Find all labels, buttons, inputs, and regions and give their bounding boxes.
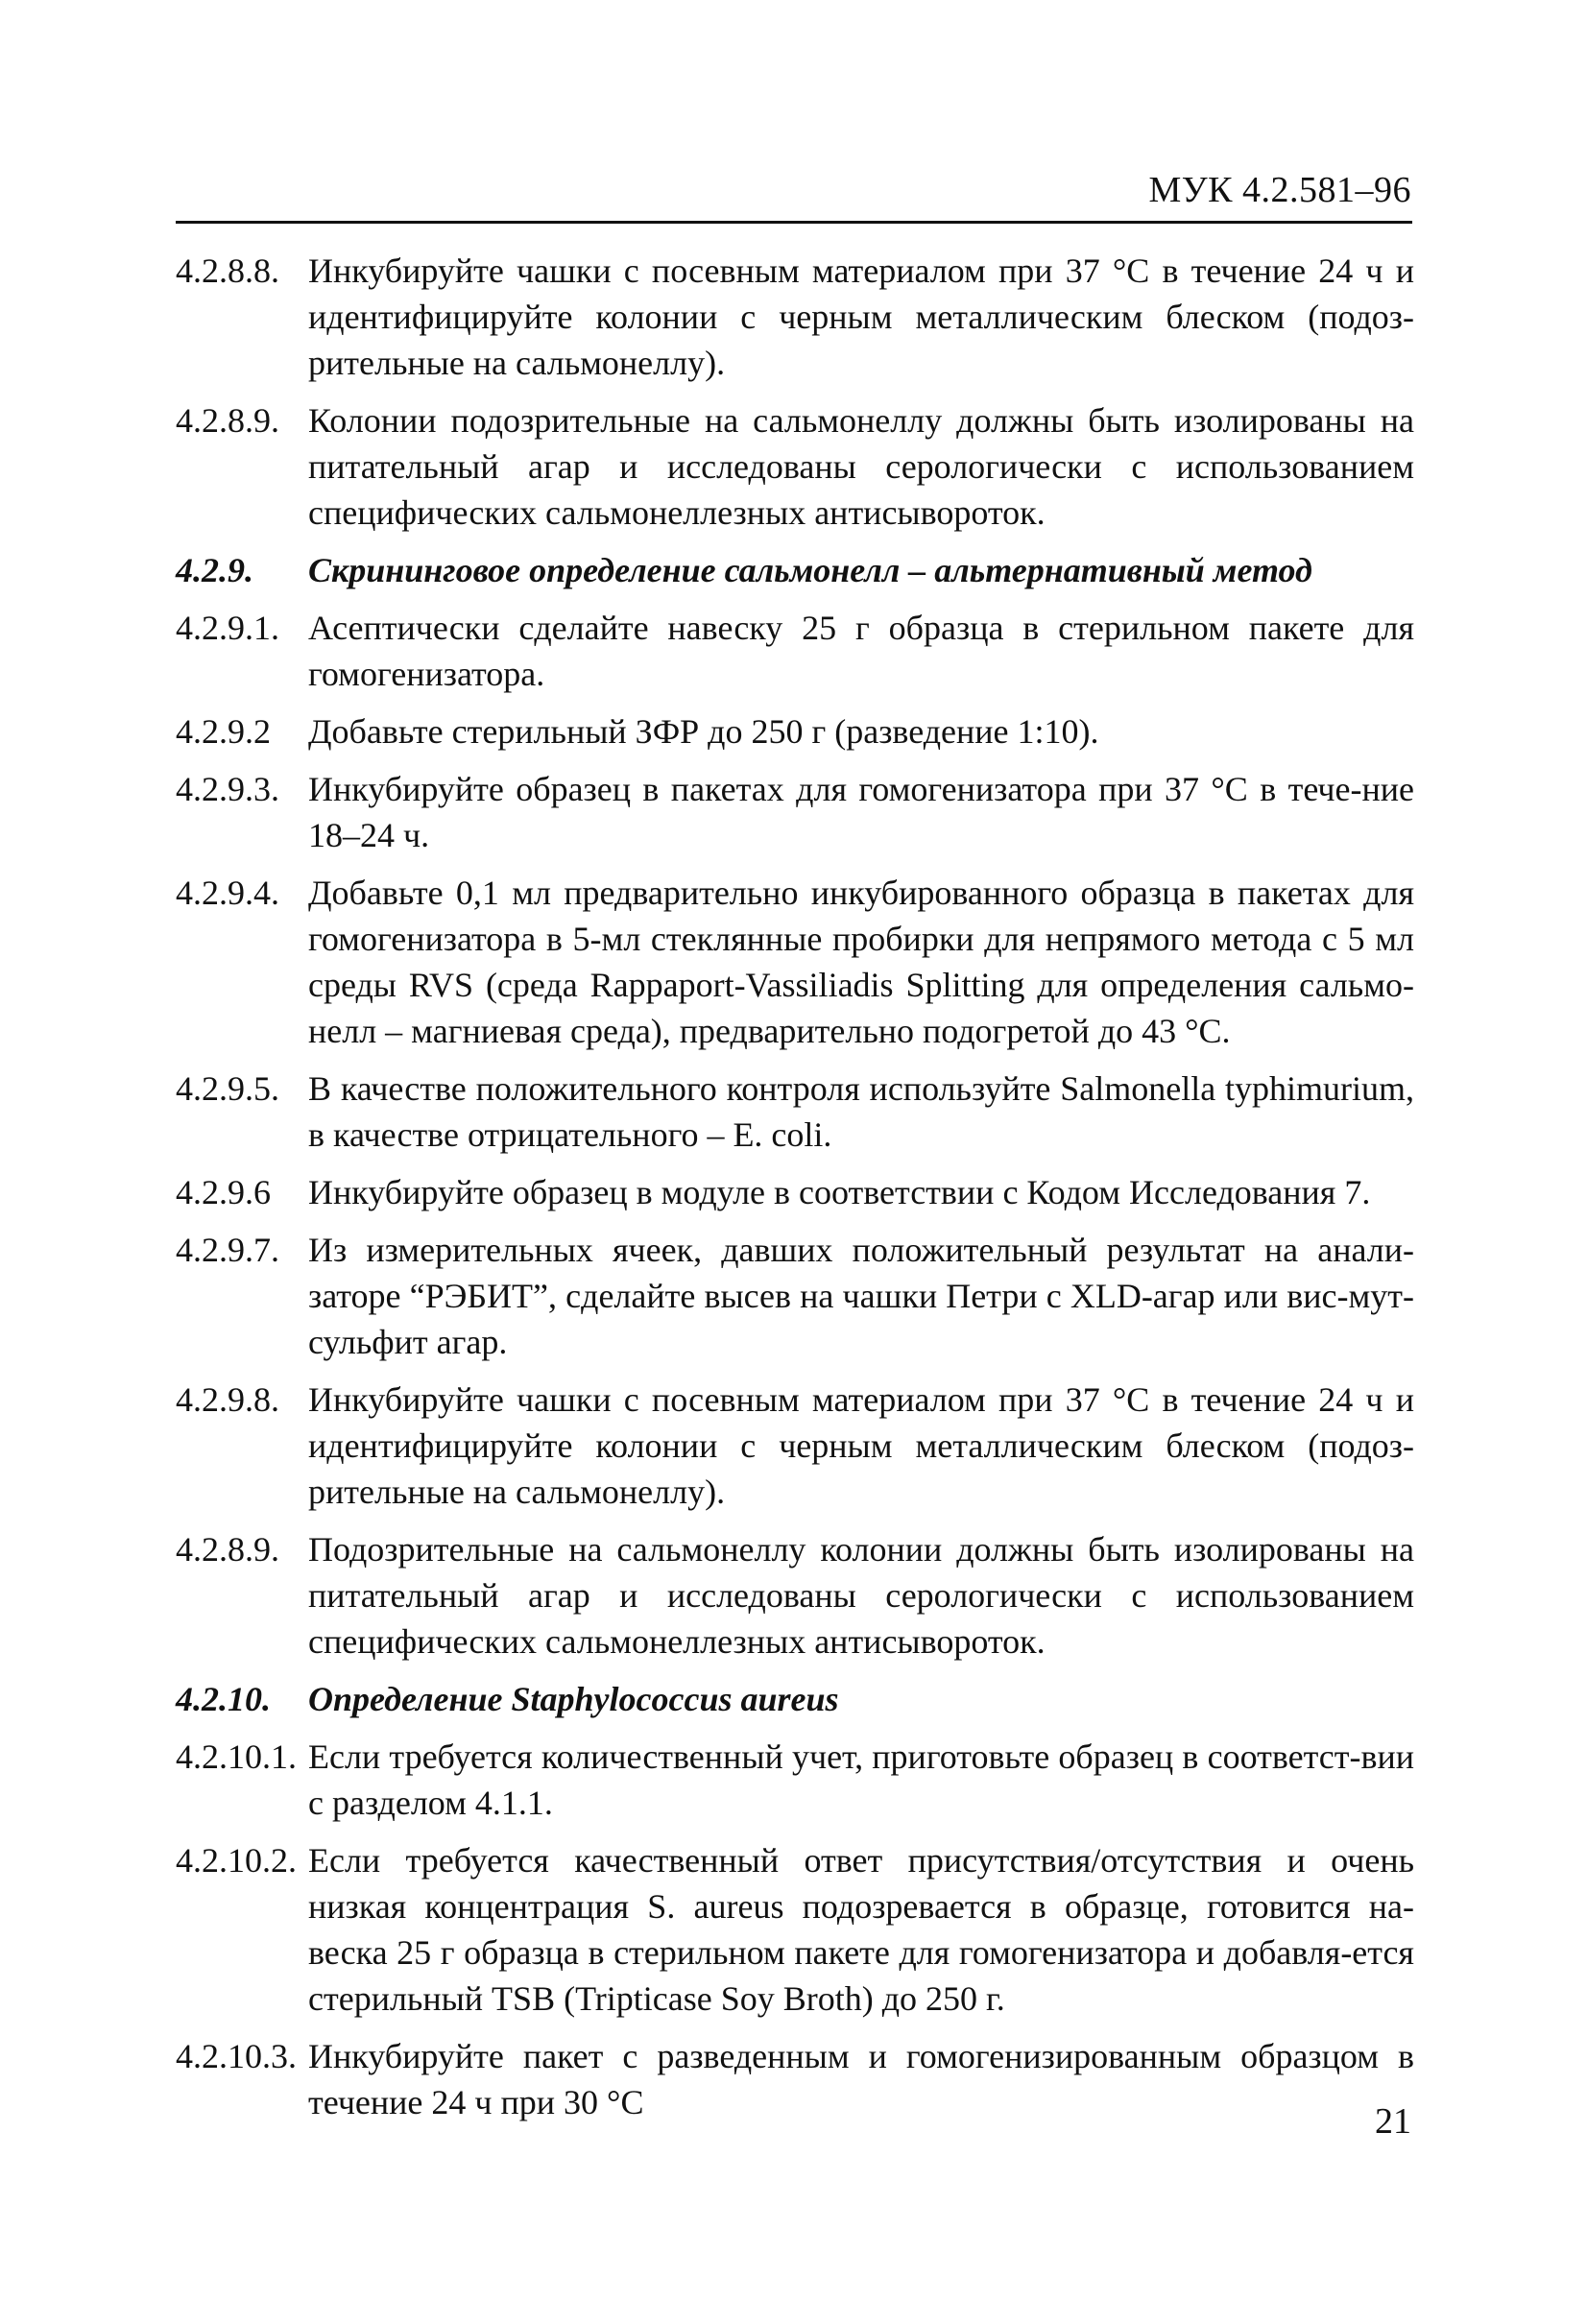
paragraph-4-2-10-2 (176, 1837, 1414, 2022)
paragraph-4-2-10-3 (176, 2033, 1414, 2125)
paragraph-text: Инкубируйте чашки с посевным материалом при 37 °С в течение 24 ч и идентифицируйте колонии с черным металлическим блеском (подоз-рительные на сальмонеллу). (308, 1380, 1414, 1511)
paragraph-4-2-9-3 (176, 766, 1414, 858)
paragraph-number: 4.2.8.8. (176, 252, 279, 290)
paragraph-text: Если требуется количественный учет, приготовьте образец в соответст-вии с разделом 4.1.1. (308, 1737, 1414, 1822)
paragraph-number: 4.2.9.6 (176, 1173, 271, 1211)
paragraph-number: 4.2.9.3. (176, 770, 279, 808)
section-heading-4-2-9 (176, 547, 1414, 593)
paragraph-number: 4.2.9.5. (176, 1069, 279, 1108)
paragraph-number: 4.2.10.3. (176, 2037, 297, 2075)
paragraph-text: Инкубируйте образец в пакетах для гомогенизатора при 37 °С в тече-ние 18–24 ч. (308, 770, 1414, 854)
paragraph-number: 4.2.9.1. (176, 609, 279, 647)
header-divider (176, 221, 1412, 224)
paragraph-4-2-10-1 (176, 1734, 1414, 1826)
paragraph-number: 4.2.9.4. (176, 874, 279, 912)
paragraph-4-2-9-1 (176, 605, 1414, 697)
paragraph-4-2-9-6 (176, 1169, 1414, 1215)
paragraph-4-2-8-9-repeat (176, 1526, 1414, 1665)
paragraph-text: Инкубируйте чашки с посевным материалом при 37 °С в течение 24 ч и идентифицируйте колонии с черным металлическим блеском (подоз-рительные на сальмонеллу). (308, 252, 1414, 382)
document-body (176, 248, 1414, 2137)
paragraph-4-2-9-5 (176, 1066, 1414, 1158)
page-number: 21 (1375, 2101, 1411, 2142)
paragraph-text: Добавьте 0,1 мл предварительно инкубированного образца в пакетах для гомогенизатора в 5-мл стеклянные пробирки для непрямого метода с 5 мл среды RVS (среда Rappaport-Vassiliadis Splitting для определения сальмо-нелл – магниевая среда), предварительно подогретой до 43 °С. (308, 874, 1414, 1050)
paragraph-4-2-9-8 (176, 1377, 1414, 1515)
section-number: 4.2.10. (176, 1680, 271, 1718)
paragraph-number: 4.2.9.7. (176, 1231, 279, 1269)
section-title: Определение Staphylococcus aureus (308, 1680, 839, 1718)
paragraph-number: 4.2.8.9. (176, 1530, 279, 1569)
paragraph-4-2-9-4 (176, 870, 1414, 1054)
paragraph-text: Асептически сделайте навеску 25 г образца в стерильном пакете для гомогенизатора. (308, 609, 1414, 693)
paragraph-text: Если требуется качественный ответ присутствия/отсутствия и очень низкая концентрация S. aureus подозревается в образце, готовится на-веска 25 г образца в стерильном пакете для гомогенизатора и добавля-ется стерильный TSB (Tripticase Soy Broth) до 250 г. (308, 1841, 1414, 2018)
paragraph-text: Инкубируйте образец в модуле в соответствии с Кодом Исследования 7. (308, 1173, 1371, 1211)
paragraph-number: 4.2.10.1. (176, 1737, 297, 1776)
paragraph-number: 4.2.9.8. (176, 1380, 279, 1419)
paragraph-4-2-9-7 (176, 1227, 1414, 1365)
paragraph-text: Инкубируйте пакет с разведенным и гомогенизированным образцом в течение 24 ч при 30 °С (308, 2037, 1414, 2121)
section-number: 4.2.9. (176, 551, 253, 589)
paragraph-text: Добавьте стерильный ЗФР до 250 г (разведение 1:10). (308, 712, 1099, 751)
section-heading-4-2-10 (176, 1676, 1414, 1722)
document-code: МУК 4.2.581–96 (1148, 170, 1411, 210)
paragraph-text: В качестве положительного контроля используйте Salmonella typhimurium, в качестве отрицательного – E. coli. (308, 1069, 1414, 1154)
paragraph-number: 4.2.9.2 (176, 712, 271, 751)
paragraph-4-2-8-8 (176, 248, 1414, 386)
paragraph-text: Из измерительных ячеек, давших положительный результат на анали-заторе “РЭБИТ”, сделайте высев на чашки Петри с XLD-агар или вис-мут-сульфит агар. (308, 1231, 1414, 1361)
section-title: Скрининговое определение сальмонелл – альтернативный метод (308, 551, 1312, 589)
paragraph-4-2-8-9 (176, 397, 1414, 536)
paragraph-number: 4.2.10.2. (176, 1841, 297, 1880)
paragraph-number: 4.2.8.9. (176, 401, 279, 440)
paragraph-text: Подозрительные на сальмонеллу колонии должны быть изолированы на питательный агар и исследованы серологически с использованием специфических сальмонеллезных антисывороток. (308, 1530, 1414, 1661)
paragraph-text: Колонии подозрительные на сальмонеллу должны быть изолированы на питательный агар и исследованы серологически с использованием специфических сальмонеллезных антисывороток. (308, 401, 1414, 532)
paragraph-4-2-9-2 (176, 708, 1414, 755)
